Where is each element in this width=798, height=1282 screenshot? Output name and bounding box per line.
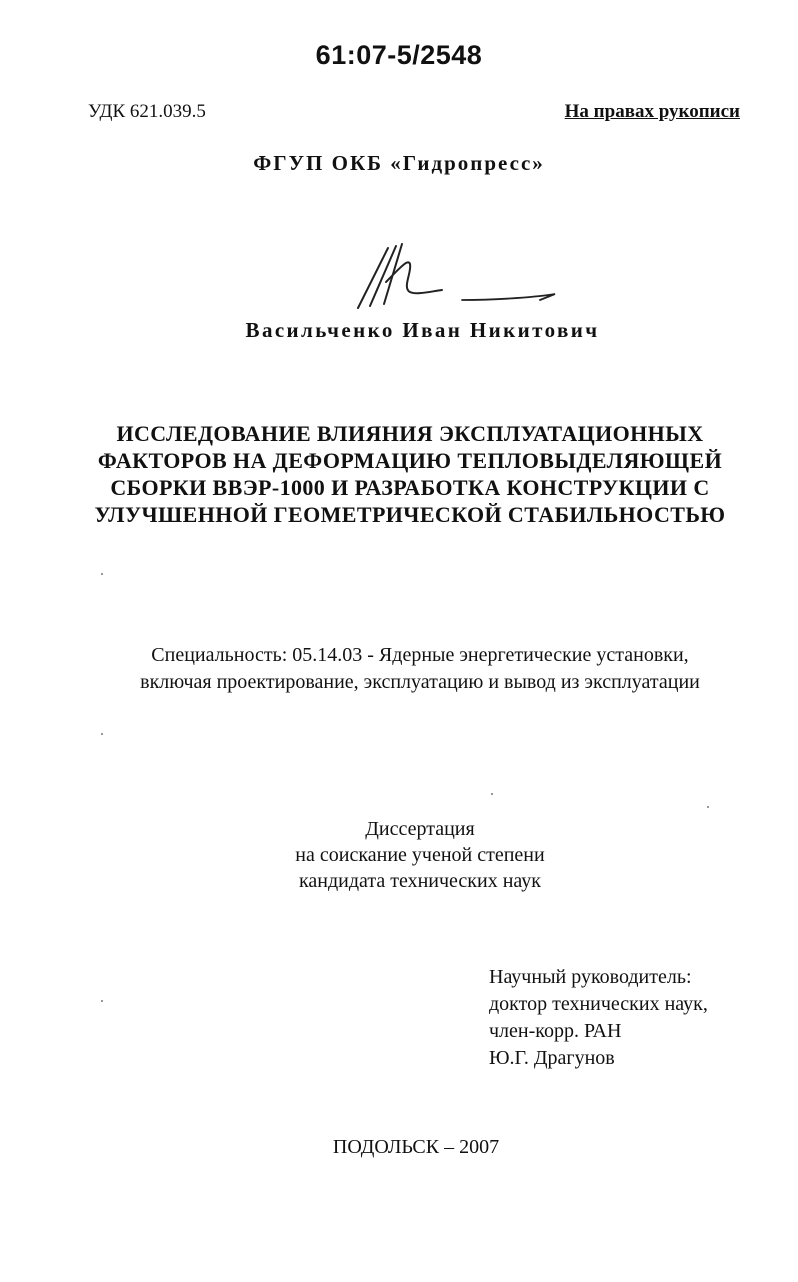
author-name: Васильченко Иван Никитович: [245, 318, 600, 342]
degree-line: кандидата технических наук: [298, 870, 542, 892]
dissertation-title: [60, 420, 760, 528]
degree-line: Диссертация: [365, 818, 475, 840]
supervisor-line: доктор технических наук,: [489, 993, 708, 1015]
specialty-block: [50, 642, 790, 696]
supervisor-line: член-корр. РАН: [489, 1020, 622, 1042]
scan-speck: [101, 573, 103, 575]
title-line: ФАКТОРОВ НА ДЕФОРМАЦИЮ ТЕПЛОВЫДЕЛЯЮЩЕЙ: [97, 448, 723, 473]
title-line: СБОРКИ ВВЭР-1000 И РАЗРАБОТКА КОНСТРУКЦИИ С: [110, 475, 710, 500]
degree-block: [0, 816, 798, 894]
scan-speck: [707, 806, 709, 808]
supervisor-line: Научный руководитель:: [489, 966, 692, 988]
rights-note: На правах рукописи: [564, 101, 740, 122]
title-line: ИССЛЕДОВАНИЕ ВЛИЯНИЯ ЭКСПЛУАТАЦИОННЫХ: [116, 421, 704, 446]
organization-name: ФГУП ОКБ «Гидропресс»: [253, 151, 545, 175]
scan-speck: [491, 793, 493, 795]
specialty-line: включая проектирование, эксплуатацию и вывод из эксплуатации: [140, 671, 700, 693]
archive-number-stamp: 61:07-5/2548: [315, 40, 483, 70]
degree-line: на соискание ученой степени: [295, 844, 545, 866]
specialty-line: Специальность: 05.14.03 - Ядерные энергетические установки,: [151, 644, 689, 666]
title-line: УЛУЧШЕННОЙ ГЕОМЕТРИЧЕСКОЙ СТАБИЛЬНОСТЬЮ: [94, 502, 726, 527]
scan-speck: [101, 1000, 103, 1002]
supervisor-block: [489, 964, 708, 1072]
scan-speck: [101, 733, 103, 735]
city-year: ПОДОЛЬСК – 2007: [332, 1136, 500, 1158]
supervisor-line: Ю.Г. Драгунов: [489, 1047, 615, 1069]
author-signature: [350, 240, 580, 315]
udc-code: УДК 621.039.5: [88, 101, 206, 122]
